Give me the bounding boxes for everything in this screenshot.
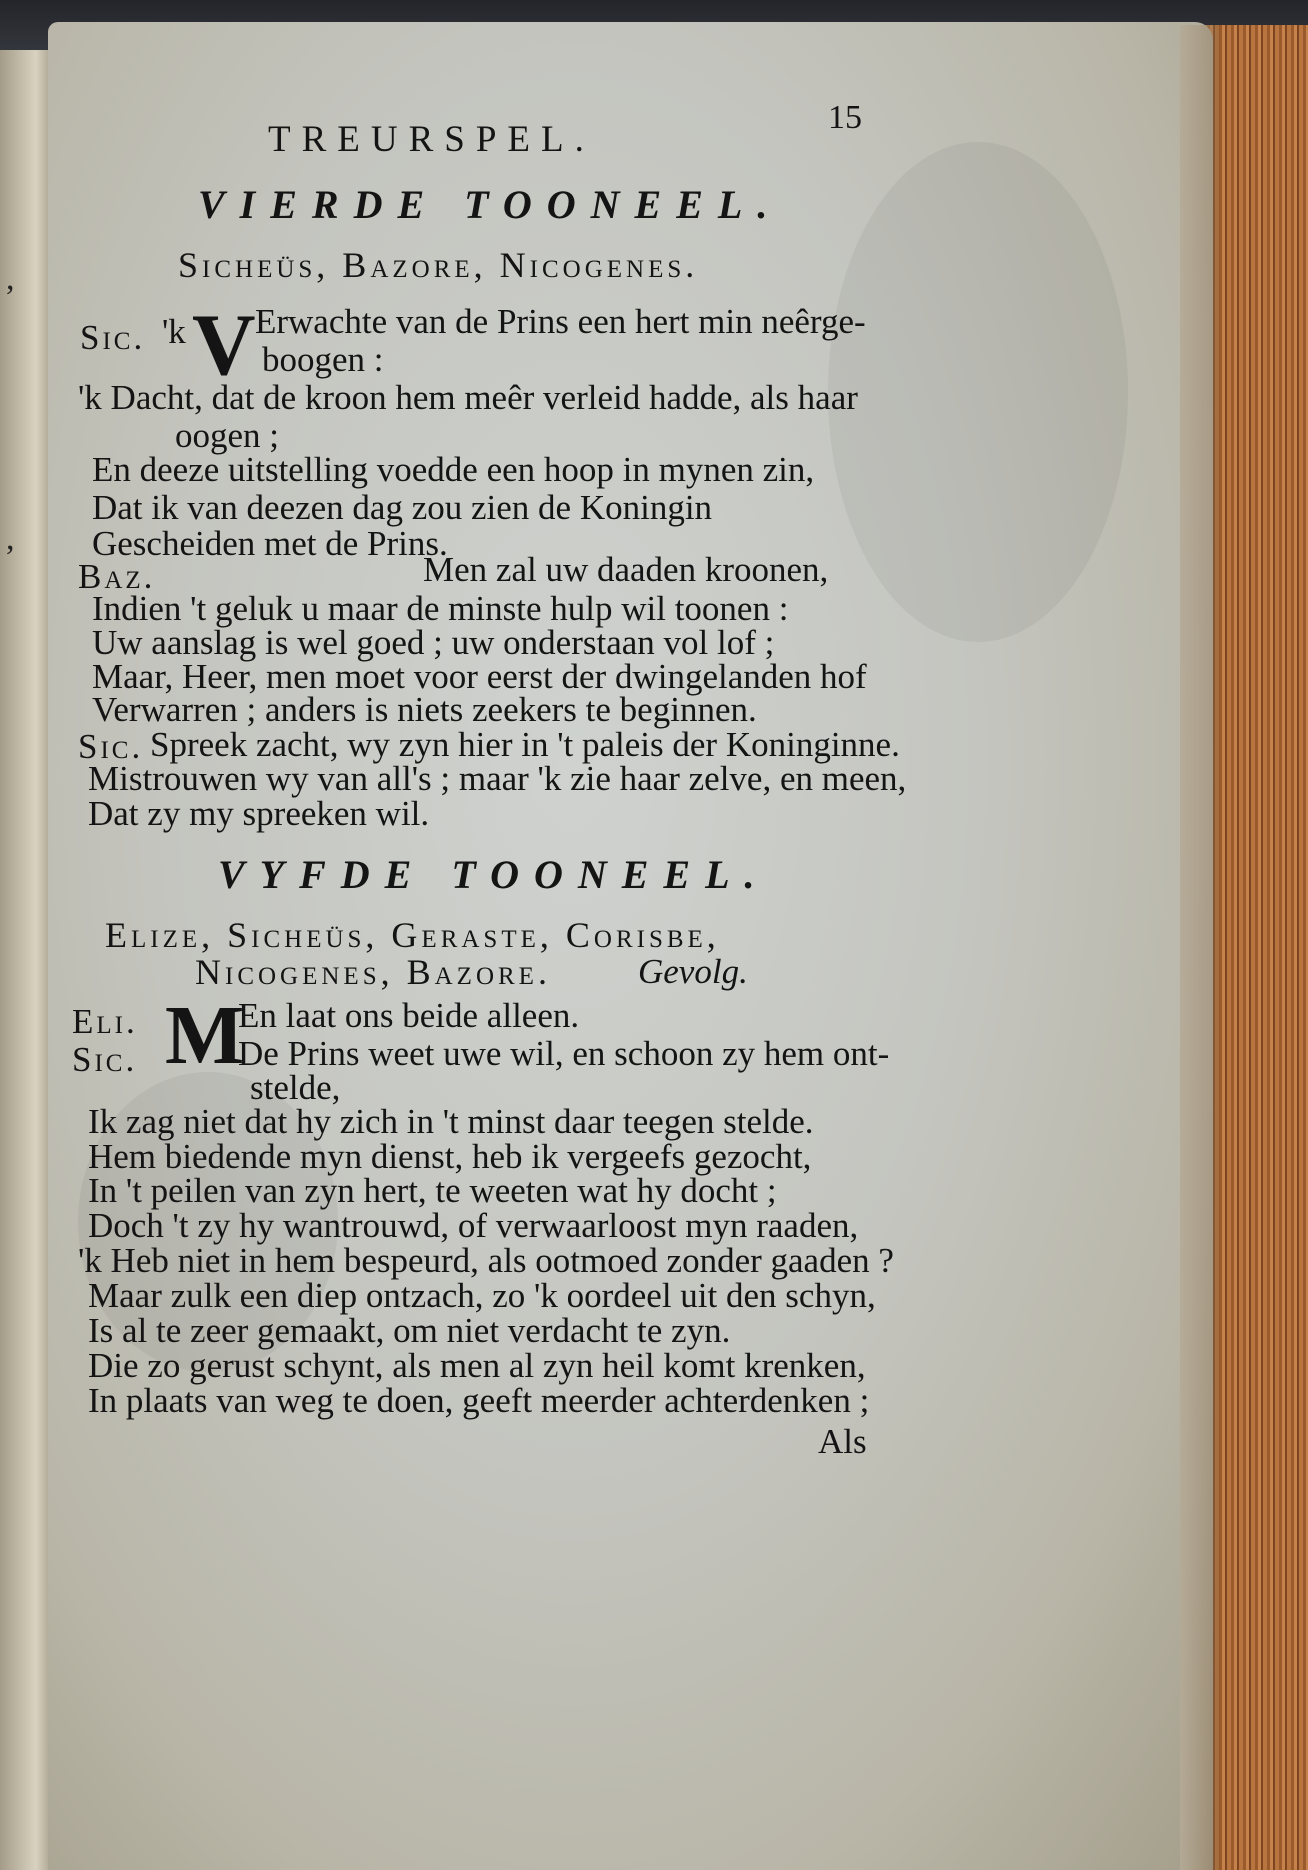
verse-line: Uw aanslag is wel goed ; uw onderstaan vol lof ; <box>92 623 775 662</box>
verse-line: In 't peilen van zyn hert, te weeten wat hy docht ; <box>88 1171 777 1210</box>
cast-list: Nicogenes, Bazore. <box>195 952 551 992</box>
drop-cap: M <box>165 989 245 1082</box>
cast-list: Sicheüs, Bazore, Nicogenes. <box>178 245 699 285</box>
verse-line: Gescheiden met de Prins. <box>92 524 448 563</box>
speaker-label: Sic. <box>80 318 146 357</box>
running-head: TREURSPEL. <box>268 119 595 160</box>
verse-line: 'k Dacht, dat de kroon hem meêr verleid hadde, als haar <box>78 378 858 417</box>
verse-line: Maar zulk een diep ontzach, zo 'k oordeel uit den schyn, <box>88 1276 876 1315</box>
verse-line: In plaats van weg te doen, geeft meerder achterdenken ; <box>88 1381 870 1420</box>
show-through-shadow <box>828 142 1128 642</box>
verse-line: Hem biedende myn dienst, heb ik vergeefs gezocht, <box>88 1137 812 1176</box>
verse-line: Indien 't geluk u maar de minste hulp wil toonen : <box>92 589 789 628</box>
verse-line: stelde, <box>250 1068 341 1107</box>
scene-heading: VYFDE TOONEEL. <box>218 852 770 897</box>
verse-line: En deeze uitstelling voedde een hoop in mynen zin, <box>92 450 815 489</box>
verse-line: Spreek zacht, wy zyn hier in 't paleis der Koninginne. <box>150 725 900 764</box>
speaker-label: Sic. <box>72 1040 138 1079</box>
verse-line: Ik zag niet dat hy zich in 't minst daar teegen stelde. <box>88 1102 814 1141</box>
verse-line: 'k Heb niet in hem bespeurd, als ootmoed zonder gaaden ? <box>78 1241 894 1280</box>
catchword: Als <box>818 1422 867 1461</box>
speaker-label: Baz. <box>78 557 156 596</box>
verse-line: Erwachte van de Prins een hert min neêrge- <box>255 302 866 341</box>
verse-line: Doch 't zy hy wantrouwd, of verwaarloost myn raaden, <box>88 1206 859 1245</box>
page-edge-shade <box>1180 25 1220 1870</box>
scene-heading: VIERDE TOONEEL. <box>198 182 783 227</box>
speaker-prefix: 'k <box>162 312 186 351</box>
verse-line: Dat zy my spreeken wil. <box>88 794 430 833</box>
speaker-label: Eli. <box>72 1002 138 1041</box>
verse-line: Men zal uw daaden kroonen, <box>423 550 829 589</box>
verse-line: Mistrouwen wy van all's ; maar 'k zie haar zelve, en meen, <box>88 759 907 798</box>
verse-line: Is al te zeer gemaakt, om niet verdacht te zyn. <box>88 1311 731 1350</box>
verse-line: Dat ik van deezen dag zou zien de Koningin <box>92 488 713 527</box>
cast-list: Elize, Sicheüs, Geraste, Corisbe, <box>105 915 720 955</box>
verse-line: Maar, Heer, men moet voor eerst der dwingelanden hof <box>92 657 867 696</box>
page-number: 15 <box>828 99 862 136</box>
stage-direction: Gevolg. <box>638 952 748 991</box>
verse-line: En laat ons beide alleen. <box>238 996 580 1035</box>
verse-line: Die zo gerust schynt, als men al zyn heil komt krenken, <box>88 1346 866 1385</box>
speaker-label: Sic. <box>78 727 144 766</box>
verse-line: De Prins weet uwe wil, en schoon zy hem ont- <box>238 1034 890 1073</box>
facing-page-glyph: , <box>6 520 15 557</box>
facing-page-glyph: , <box>6 260 15 297</box>
verse-line: oogen ; <box>175 416 280 455</box>
verse-line: Verwarren ; anders is niets zeekers te beginnen. <box>92 690 757 729</box>
drop-cap: V <box>192 297 256 394</box>
verse-line: boogen : <box>262 340 384 379</box>
